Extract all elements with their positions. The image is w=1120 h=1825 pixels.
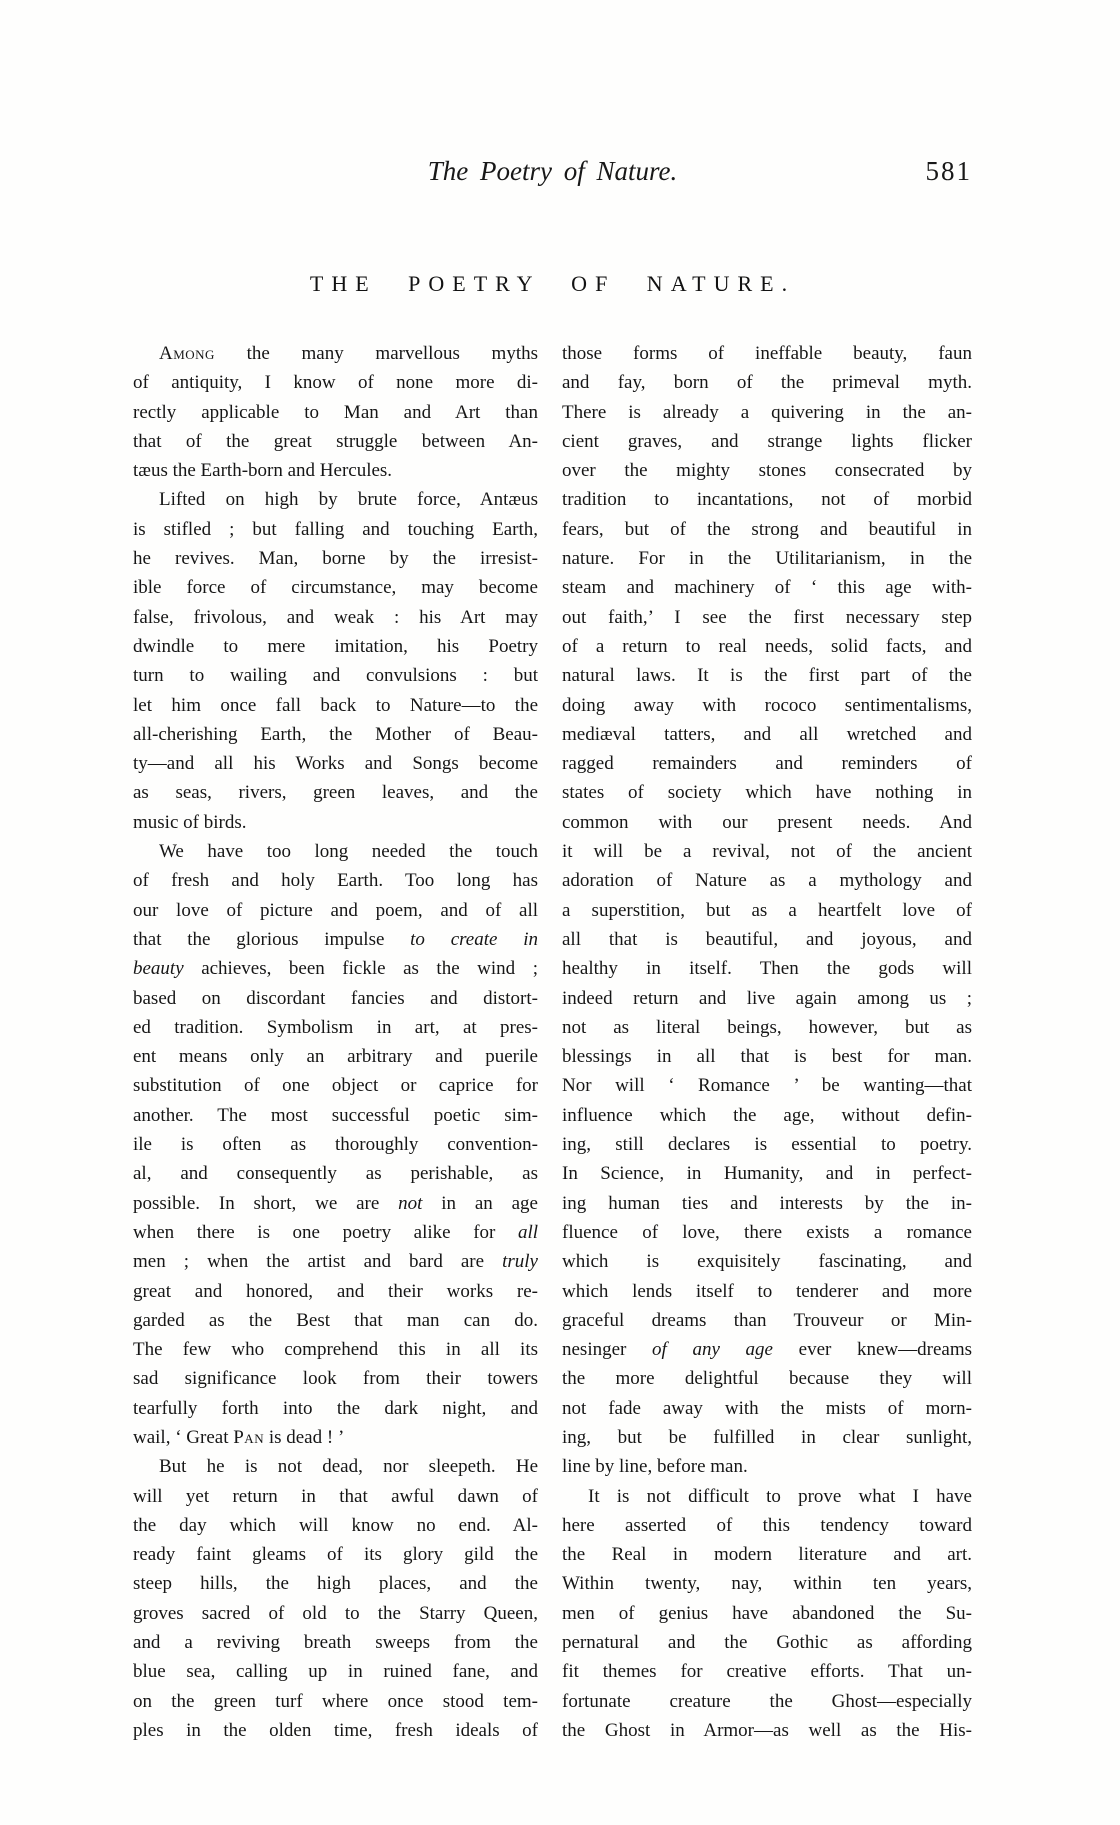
text-line: of a return to real needs, solid facts, and (562, 635, 972, 657)
text-line: natural laws. It is the first part of the (562, 665, 972, 687)
italic-text: truly (502, 1251, 538, 1273)
text-line: al, and consequently as perishable, as (133, 1163, 538, 1185)
text-line: not fade away with the mists of morn- (562, 1397, 972, 1419)
text-line: blessings in all that is best for man. (562, 1046, 972, 1068)
text-line: common with our present needs. And (562, 811, 972, 833)
text-line: ed tradition. Symbolism in art, at pres- (133, 1016, 538, 1038)
text-line: and a reviving breath sweeps from the (133, 1632, 538, 1654)
text-line: those forms of ineffable beauty, faun (562, 343, 972, 364)
page-number: 581 (925, 156, 972, 186)
text-line: Nor will ‘ Romance ’ be wanting—that (562, 1075, 972, 1097)
text-line: fit themes for creative efforts. That un- (562, 1661, 972, 1683)
text-column-left (133, 339, 538, 1745)
italic-text: beauty (133, 958, 184, 980)
text-line: There is already a quivering in the an- (562, 401, 972, 423)
text-line: But he is not dead, nor sleepeth. He (159, 1456, 538, 1478)
text-line: graceful dreams than Trouveur or Min- (562, 1309, 972, 1331)
text-line: The few who comprehend this in all its (133, 1339, 538, 1361)
text-line: fortunate creature the Ghost—especially (562, 1690, 972, 1712)
text-line: ent means only an arbitrary and puerile (133, 1046, 538, 1068)
text-line: he revives. Man, borne by the irresist- (133, 548, 538, 570)
text-line: men ; when the artist and bard are truly (133, 1251, 538, 1273)
text-line: fears, but of the strong and beautiful in (562, 518, 972, 540)
text-line: possible. In short, we are not in an age (133, 1192, 538, 1214)
text-column-right (562, 339, 972, 1745)
text-line: ing, still declares is essential to poetry. (562, 1134, 972, 1156)
text-line: the Ghost in Armor—as well as the His- (562, 1719, 972, 1741)
text-line: our love of picture and poem, and of all (133, 899, 538, 921)
text-line: tearfully forth into the dark night, and (133, 1397, 538, 1419)
smallcaps-text: Pan (233, 1426, 265, 1448)
text-line: on the green turf where once stood tem- (133, 1690, 538, 1712)
text-line: when there is one poetry alike for all (133, 1221, 538, 1243)
text-line: ile is often as thoroughly convention- (133, 1134, 538, 1156)
text-line: pernatural and the Gothic as affording (562, 1632, 972, 1654)
text-line: great and honored, and their works re- (133, 1280, 538, 1302)
text-line: influence which the age, without defin- (562, 1104, 972, 1126)
italic-text: all (517, 1221, 538, 1243)
text-line: mediæval tatters, and all wretched and (562, 723, 972, 745)
text-line: tradition to incantations, not of morbid (562, 489, 972, 511)
text-line: let him once fall back to Nature—to the (133, 694, 538, 716)
smallcaps-text: Among (159, 343, 215, 364)
text-line: which is exquisitely fascinating, and (562, 1251, 972, 1273)
text-line: all-cherishing Earth, the Mother of Beau- (133, 723, 538, 745)
text-line: tæus the Earth-born and Hercules. (133, 460, 393, 482)
text-line: based on discordant fancies and distort- (133, 987, 538, 1009)
text-line: all that is beautiful, and joyous, and (562, 928, 972, 950)
text-line: the Real in modern literature and art. (562, 1544, 972, 1566)
text-line: steep hills, the high places, and the (133, 1573, 538, 1595)
text-line: the more delightful because they will (562, 1368, 972, 1390)
running-header (133, 156, 972, 194)
running-header-title: The Poetry of Nature. (427, 156, 678, 186)
text-line: that the glorious impulse to create in (133, 928, 538, 950)
text-line: beauty achieves, been fickle as the wind ; (133, 958, 538, 980)
text-line: of fresh and holy Earth. Too long has (133, 870, 538, 892)
text-line: nature. For in the Utilitarianism, in the (562, 548, 972, 570)
text-line: and fay, born of the primeval myth. (562, 372, 972, 394)
italic-text: not (398, 1192, 423, 1214)
text-line: out faith,’ I see the first necessary step (562, 606, 972, 628)
text-line: which lends itself to tenderer and more (562, 1280, 972, 1302)
text-line: ragged remainders and reminders of (562, 753, 972, 775)
text-line: dwindle to mere imitation, his Poetry (133, 635, 538, 657)
text-line: doing away with rococo sentimentalisms, (562, 694, 972, 716)
text-line: substitution of one object or caprice for (133, 1075, 538, 1097)
text-line: ty—and all his Works and Songs become (133, 753, 538, 775)
text-line: turn to wailing and convulsions : but (133, 665, 538, 687)
text-line: is stifled ; but falling and touching Earth, (133, 518, 538, 540)
text-line: another. The most successful poetic sim- (133, 1104, 538, 1126)
text-line: rectly applicable to Man and Art than (133, 401, 538, 423)
text-line: over the mighty stones consecrated by (562, 460, 972, 482)
italic-text: to create in (410, 928, 538, 950)
text-line: ing, but be fulfilled in clear sunlight, (562, 1426, 972, 1448)
article-title: THE POETRY OF NATURE. (309, 271, 796, 296)
text-line: a superstition, but as a heartfelt love of (562, 899, 972, 921)
text-line: music of birds. (133, 811, 247, 833)
text-line: steam and machinery of ‘ this age with- (562, 577, 972, 599)
text-line: cient graves, and strange lights flicker (562, 430, 972, 452)
text-line: ples in the olden time, fresh ideals of (133, 1719, 538, 1741)
text-line: Among the many marvellous myths (159, 343, 538, 364)
text-line: here asserted of this tendency toward (562, 1514, 972, 1536)
text-line: nesinger of any age ever knew—dreams (562, 1339, 972, 1361)
text-line: ible force of circumstance, may become (133, 577, 538, 599)
text-line: not as literal beings, however, but as (562, 1016, 972, 1038)
text-line: We have too long needed the touch (159, 841, 538, 863)
text-line: line by line, before man. (562, 1456, 748, 1478)
text-line: that of the great struggle between An- (133, 430, 538, 452)
text-line: Within twenty, nay, within ten years, (562, 1573, 972, 1595)
text-line: It is not difficult to prove what I have (588, 1485, 972, 1507)
text-line: it will be a revival, not of the ancient (562, 841, 972, 863)
text-line: Lifted on high by brute force, Antæus (159, 489, 538, 511)
text-line: the day which will know no end. Al- (133, 1514, 538, 1536)
text-line: ing human ties and interests by the in- (562, 1192, 972, 1214)
text-line: indeed return and live again among us ; (562, 987, 972, 1009)
text-line: sad significance look from their towers (133, 1368, 538, 1390)
text-line: fluence of love, there exists a romance (562, 1221, 972, 1243)
text-line: adoration of Nature as a mythology and (562, 870, 972, 892)
text-line: men of genius have abandoned the Su- (562, 1602, 972, 1624)
text-line: will yet return in that awful dawn of (133, 1485, 538, 1507)
text-line: states of society which have nothing in (562, 782, 972, 804)
text-line: blue sea, calling up in ruined fane, and (133, 1661, 538, 1683)
text-line: ready faint gleams of its glory gild the (133, 1544, 538, 1566)
italic-text: of any age (652, 1339, 773, 1361)
text-line: groves sacred of old to the Starry Queen, (133, 1602, 538, 1624)
text-line: garded as the Best that man can do. (133, 1309, 538, 1331)
text-line: wail, ‘ Great Pan is dead ! ’ (133, 1426, 345, 1448)
text-line: as seas, rivers, green leaves, and the (133, 782, 538, 804)
text-line: In Science, in Humanity, and in perfect- (562, 1163, 972, 1185)
text-line: of antiquity, I know of none more di- (133, 372, 538, 394)
text-columns (133, 339, 972, 1745)
text-line: healthy in itself. Then the gods will (562, 958, 972, 980)
text-line: false, frivolous, and weak : his Art may (133, 606, 538, 628)
